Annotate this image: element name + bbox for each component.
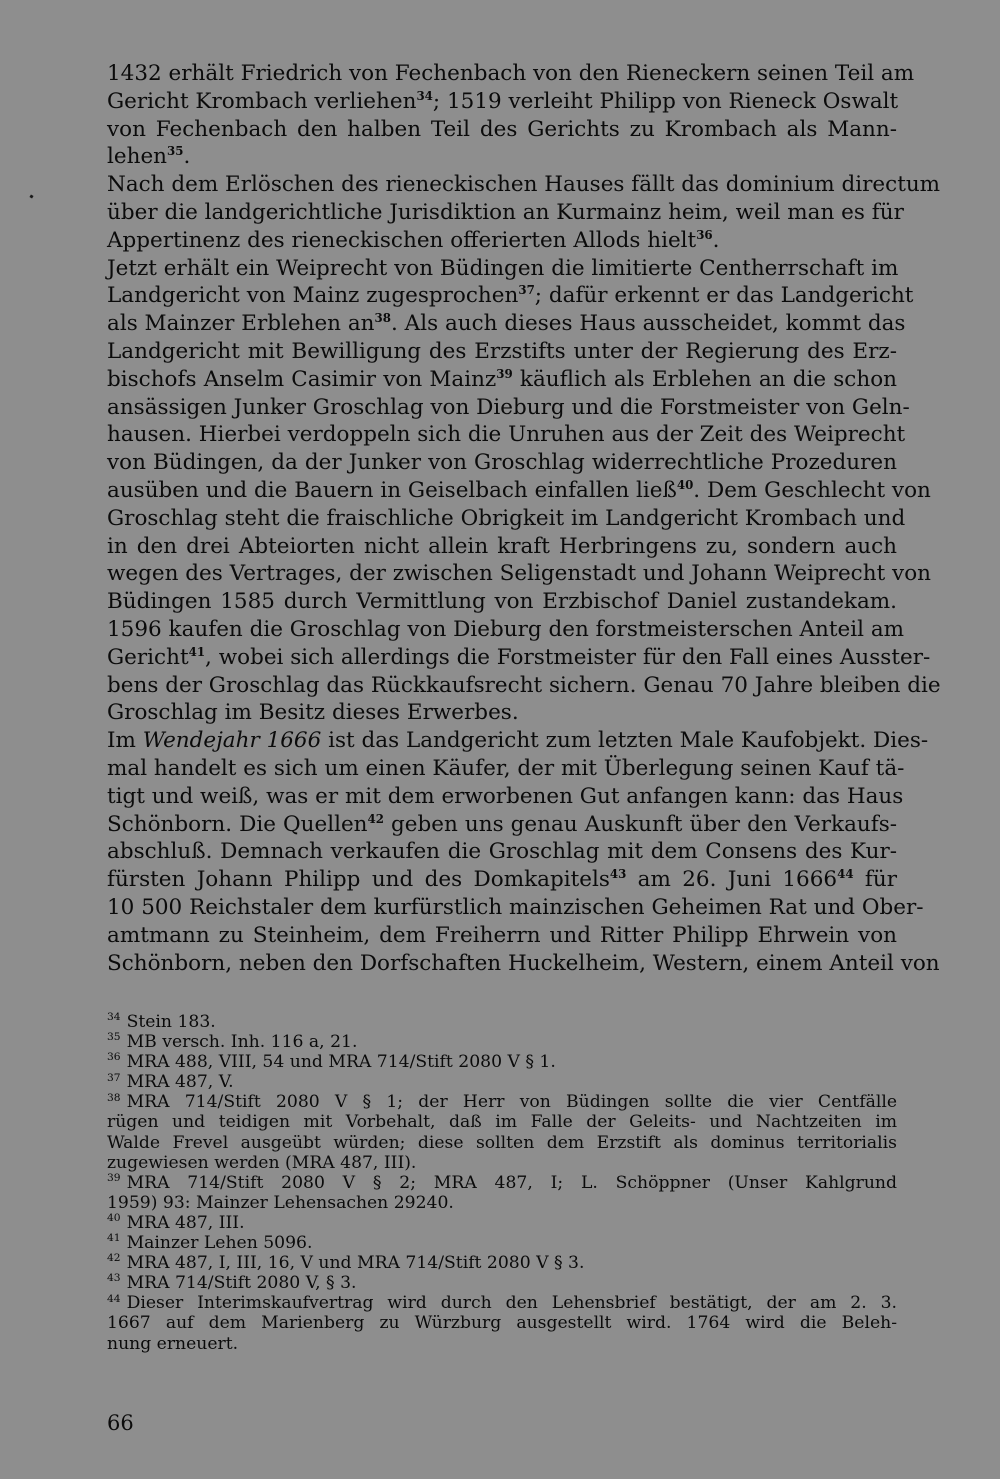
footnote-ref[interactable]: 42 (367, 811, 384, 826)
footnote-number: 41 (107, 1231, 121, 1245)
footnote-ref[interactable]: 43 (609, 866, 627, 881)
text-line: Landgericht von Mainz zugesprochen$^{37}$; dafür erkennt er das Landgericht (107, 283, 914, 309)
text-line: Gericht$^{41}$, wobei sich allerdings die Forstmeister für den Fall eines Ausster- (107, 644, 931, 670)
text-line: Nach dem Erlöschen des rieneckischen Hauses fällt das dominium directum (107, 172, 941, 198)
footnote-ref[interactable]: 37 (518, 283, 535, 298)
footnote-ref[interactable]: 35 (167, 144, 184, 159)
footnote-number: 35 (107, 1030, 121, 1044)
text-line: hausen. Hierbei verdoppeln sich die Unruhen aus der Zeit des Weiprecht (107, 422, 906, 448)
footnote: $^{44}$ Dieser Interimskaufvertrag wird durch den Lehensbrief bestätigt, der am 2. 3. 1667 auf dem Marienberg zu Würzburg ausgestellt wird. 1764 wird die Beleh- nung erneuert. (107, 1291, 897, 1354)
footnote: $^{35}$ MB versch. Inh. 116 a, 21. (107, 1030, 358, 1053)
footnote-number: 42 (107, 1251, 121, 1265)
footnote: $^{37}$ MRA 487, V. (107, 1070, 234, 1093)
footnote-number: 34 (107, 1010, 121, 1024)
text-line: 1596 kaufen die Groschlag von Dieburg den forstmeisterschen Anteil am (107, 616, 905, 642)
emphasis: Wendejahr 1666 (142, 728, 322, 754)
footnote-ref[interactable]: 38 (374, 311, 391, 326)
text-line: bischofs Anselm Casimir von Mainz$^{39}$ käuflich als Erblehen an die schon (107, 366, 897, 392)
main-text (107, 60, 941, 977)
text-line: 10 500 Reichstaler dem kurfürstlich mainzischen Geheimen Rat und Ober- (107, 894, 924, 920)
footnote-number: 39 (107, 1171, 121, 1185)
footnote: $^{39}$ MRA 714/Stift 2080 V § 2; MRA 487, I; L. Schöppner (Unser Kahlgrund 1959) 93: Mainzer Lehensachen 29240. (107, 1171, 897, 1213)
text-line: amtmann zu Steinheim, dem Freiherrn und Ritter Philipp Ehrwein von (107, 922, 897, 948)
footnote: $^{38}$ MRA 714/Stift 2080 V § 1; der Herr von Büdingen sollte die vier Centfälle rügen und teidigen mit Vorbehalt, daß im Falle der Geleits- und Nachtzeiten im Walde Frevel ausgeübt würden; diese sollten dem Erzstift als dominus territorialis zugewiesen werden (MRA 487, III). (107, 1090, 897, 1173)
footnote-ref[interactable]: 44 (837, 866, 854, 881)
text-line: tigt und weiß, was er mit dem erworbenen Gut anfangen kann: das Haus (107, 783, 904, 809)
text-line: lehen$^{35}$. (107, 144, 191, 170)
footnote: $^{41}$ Mainzer Lehen 5096. (107, 1231, 313, 1254)
footnote: $^{43}$ MRA 714/Stift 2080 V, § 3. (107, 1271, 357, 1294)
footnote: $^{34}$ Stein 183. (107, 1010, 216, 1032)
text-line: Jetzt erhält ein Weiprecht von Büdingen die limitierte Centherrschaft im (107, 255, 899, 281)
stray-mark (29, 194, 33, 198)
page-number: 66 (107, 1411, 134, 1435)
text-line: Groschlag im Besitz dieses Erwerbes. (107, 700, 519, 726)
footnote-number: 43 (107, 1271, 121, 1285)
text-line: Schönborn, neben den Dorfschaften Huckelheim, Western, einem Anteil von (107, 950, 940, 976)
footnote: $^{40}$ MRA 487, III. (107, 1211, 245, 1233)
text-line: 1432 erhält Friedrich von Fechenbach von den Rieneckern seinen Teil am (107, 61, 915, 86)
footnote-ref[interactable]: 34 (416, 88, 433, 103)
footnotes (107, 1012, 897, 1354)
text-line: als Mainzer Erblehen $an^{38}$. Als auch dieses Haus ausscheidet, kommt das (107, 311, 906, 337)
text-line: in den drei Abteiorten nicht allein kraft Herbringens zu, sondern auch (107, 533, 897, 559)
text-line: bens der Groschlag das Rückkaufsrecht sichern. Genau 70 Jahre bleiben die (107, 672, 941, 698)
text-line: wegen des Vertrages, der zwischen Seligenstadt und Johann Weiprecht von (107, 561, 931, 587)
text-line: Appertinenz des rieneckischen offerierten Allods hielt$^{36}$. (107, 227, 720, 253)
footnote-number: 38 (107, 1090, 121, 1104)
footnote-number: 40 (107, 1211, 121, 1225)
text-line: über die landgerichtliche Jurisdiktion an Kurmainz heim, weil man es für (107, 199, 904, 225)
text-line: von Büdingen, da der Junker von Groschlag widerrechtliche Prozeduren (107, 450, 897, 476)
text-line: Gericht Krombach verliehen$^{34}$; 1519 verleiht Philipp von Rieneck Oswalt (107, 88, 899, 114)
footnote-ref[interactable]: 39 (496, 366, 513, 381)
text-line: fürsten Johann Philipp und des Domkapitels$^{43}$ am 26. Juni 1666$^{44}$ für (107, 866, 897, 893)
footnote: $^{36}$ MRA 488, VIII, 54 und MRA 714/Stift 2080 V § 1. (107, 1050, 556, 1073)
text-line: Büdingen 1585 durch Vermittlung von Erzbischof Daniel zustandekam. (107, 589, 897, 615)
footnote: $^{42}$ MRA 487, I, III, 16, V und MRA 714/Stift 2080 V § 3. (107, 1251, 585, 1274)
text-line: abschluß. Demnach verkaufen die Groschlag mit dem Consens des Kur- (107, 839, 897, 865)
text-line: ausüben und die Bauern in Geiselbach einfallen ließ$^{40}$. Dem Geschlecht von (107, 477, 931, 503)
footnote-ref[interactable]: 40 (676, 477, 694, 492)
text-line: ansässigen Junker Groschlag von Dieburg und die Forstmeister von Geln- (107, 394, 910, 420)
text-line: mal handelt es sich um einen Käufer, der mit Überlegung seinen Kauf tä- (107, 755, 905, 781)
text-line: Groschlag steht die fraischliche Obrigkeit im Landgericht Krombach und (107, 505, 906, 531)
footnote-number: 36 (107, 1050, 121, 1064)
text-line: Im Wendejahr 1666 ist das Landgericht zum letzten Male Kaufobjekt. Dies- (107, 728, 929, 754)
footnote-number: 37 (107, 1070, 121, 1084)
text-line: Landgericht mit Bewilligung des Erzstifts unter der Regierung des Erz- (107, 338, 897, 364)
footnote-ref[interactable]: 36 (696, 227, 713, 242)
text-line: von Fechenbach den halben Teil des Gerichts zu Krombach als Mann- (107, 116, 897, 142)
text-line: Schönborn. Die Quellen$^{42}$ geben uns genau Auskunft über den Verkaufs- (107, 811, 898, 837)
footnote-number: 44 (107, 1291, 121, 1305)
footnote-ref[interactable]: 41 (188, 644, 206, 659)
